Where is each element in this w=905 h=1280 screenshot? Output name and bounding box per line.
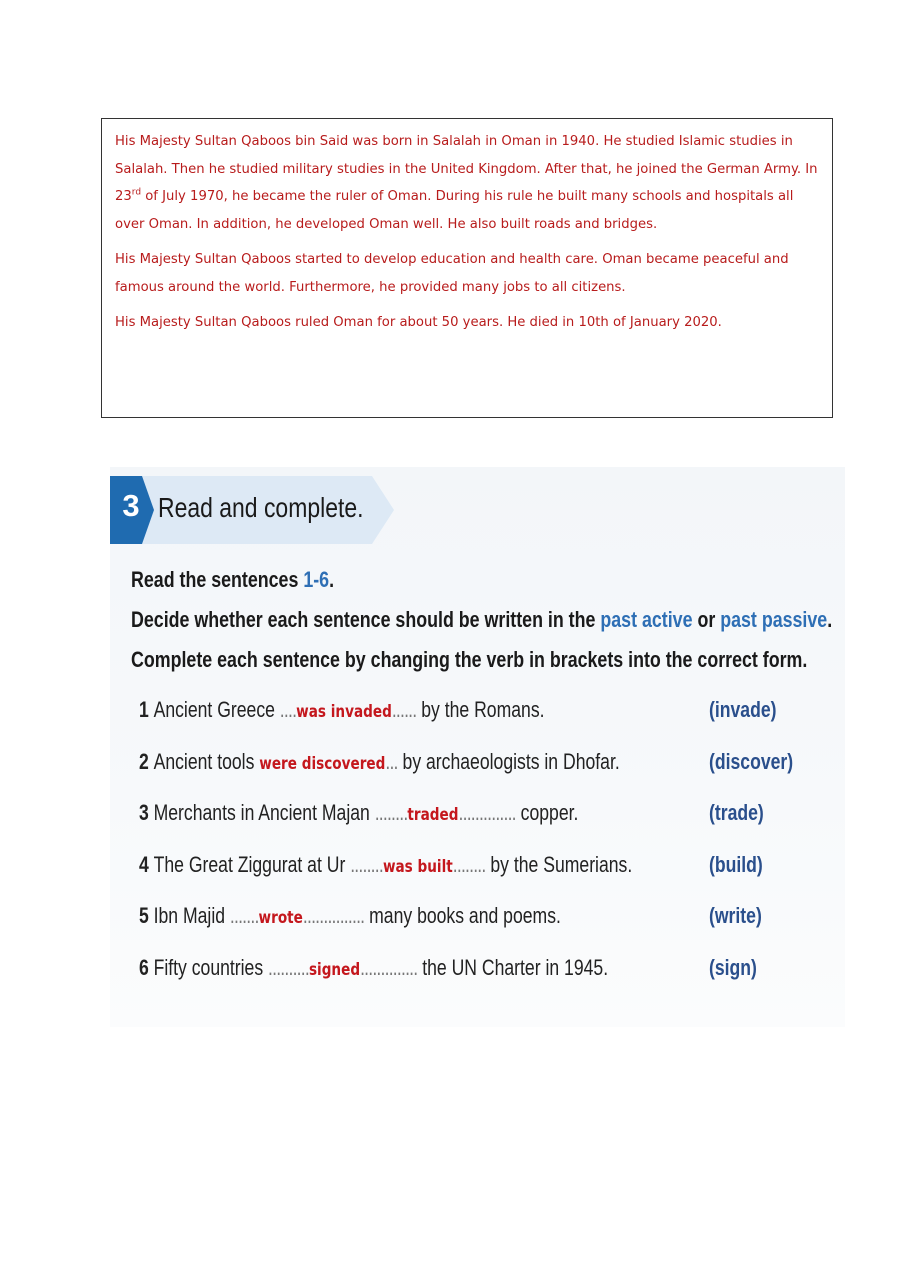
answer-text: were discovered xyxy=(259,753,386,774)
exercise-number: 3 xyxy=(122,488,140,523)
sentence-end: by the Romans. xyxy=(416,697,545,722)
sentence-range: 1-6 xyxy=(303,567,330,592)
sentence-item xyxy=(139,749,819,801)
instruction-text: or xyxy=(692,607,721,632)
sentence-end: by archaeologists in Dhofar. xyxy=(397,748,620,774)
sentence-item xyxy=(139,955,819,1007)
sentence-number: 6 xyxy=(139,954,149,980)
passage-text: His Majesty Sultan Qaboos bin Said was born in Salalah in Oman in 1940. He studied Islamic studies in Salalah. Then he studied military studies in the United Kingdom. After that, he joined the German Army. In 23 xyxy=(115,134,818,204)
blank-dots: ... xyxy=(385,748,398,774)
reading-passage xyxy=(101,118,833,418)
sentence-number: 3 xyxy=(139,800,149,825)
instruction-line xyxy=(131,600,833,640)
verb-hint: (write) xyxy=(709,903,762,928)
passage-paragraph: His Majesty Sultan Qaboos started to develop education and health care. Oman became peaceful and famous around the world. Furthermore, he provided many jobs to all citizens. xyxy=(115,252,789,295)
verb-hint: (sign) xyxy=(709,954,757,980)
instruction-text: . xyxy=(827,607,833,632)
sentence-text xyxy=(139,697,545,723)
ordinal-suffix: rd xyxy=(131,187,142,198)
sentence-text xyxy=(139,852,632,878)
blank-dots: ............... xyxy=(302,903,365,928)
sentence-text xyxy=(139,800,578,826)
verb-hint: (build) xyxy=(709,851,763,877)
blank-dots: ...... xyxy=(391,697,417,722)
blank-dots: .... xyxy=(279,697,297,722)
sentence-number: 2 xyxy=(139,748,149,774)
blank-dots: .......... xyxy=(268,954,309,980)
passage-paragraph: His Majesty Sultan Qaboos ruled Oman for about 50 years. He died in 10th of January 2020. xyxy=(115,315,722,330)
keyword-past-passive: past passive xyxy=(720,607,828,632)
passage-text: of July 1970, he became the ruler of Oman. During his rule he built many schools and hospitals all over Oman. In addition, he developed Oman well. He also built roads and bridges. xyxy=(115,189,794,232)
blank-dots: ........ xyxy=(374,800,408,825)
sentence-text xyxy=(139,749,620,775)
exercise-title: Read and complete. xyxy=(158,492,364,523)
instruction-text: Read the sentences xyxy=(131,567,304,592)
blank-dots: ........ xyxy=(452,851,486,877)
sentence-item xyxy=(139,903,819,955)
instruction-text: Decide whether each sentence should be written in the xyxy=(131,607,601,632)
sentence-text xyxy=(139,903,561,929)
sentence-start: Fifty countries xyxy=(153,954,269,980)
sentence-start: The Great Ziggurat at Ur xyxy=(153,851,351,877)
sentence-number: 5 xyxy=(139,903,149,928)
sentence-end: many books and poems. xyxy=(364,903,561,928)
sentence-end: by the Sumerians. xyxy=(485,851,633,877)
sentence-item xyxy=(139,800,819,852)
sentence-number: 4 xyxy=(139,851,149,877)
passage-paragraph xyxy=(115,128,820,238)
sentence-text xyxy=(139,955,608,981)
sentence-end: copper. xyxy=(515,800,579,825)
answer-text: was invaded xyxy=(296,702,392,722)
sentence-end: the UN Charter in 1945. xyxy=(417,954,609,980)
sentence-list xyxy=(139,697,819,1006)
answer-text: traded xyxy=(407,805,459,825)
instruction-text: . xyxy=(329,567,335,592)
answer-text: was built xyxy=(382,856,453,877)
instruction-line: Complete each sentence by changing the verb in brackets into the correct form. xyxy=(131,647,808,672)
blank-dots: ........ xyxy=(350,851,383,877)
exercise-banner xyxy=(110,476,394,544)
sentence-start: Merchants in Ancient Majan xyxy=(153,800,375,825)
keyword-past-active: past active xyxy=(600,607,693,632)
blank-dots: ....... xyxy=(229,903,259,928)
answer-text: signed xyxy=(308,959,361,980)
verb-hint: (invade) xyxy=(709,697,777,722)
instruction-line xyxy=(131,560,747,600)
sentence-start: Ancient tools xyxy=(153,748,260,774)
sentence-item xyxy=(139,697,819,749)
verb-hint: (trade) xyxy=(709,800,764,825)
sentence-item xyxy=(139,852,819,904)
sentence-start: Ancient Greece xyxy=(153,697,280,722)
sentence-start: Ibn Majid xyxy=(153,903,230,928)
verb-hint: (discover) xyxy=(709,748,794,774)
blank-dots: .............. xyxy=(360,954,418,980)
sentence-number: 1 xyxy=(139,697,149,722)
blank-dots: .............. xyxy=(458,800,516,825)
instructions xyxy=(131,560,891,680)
answer-text: wrote xyxy=(258,908,303,928)
